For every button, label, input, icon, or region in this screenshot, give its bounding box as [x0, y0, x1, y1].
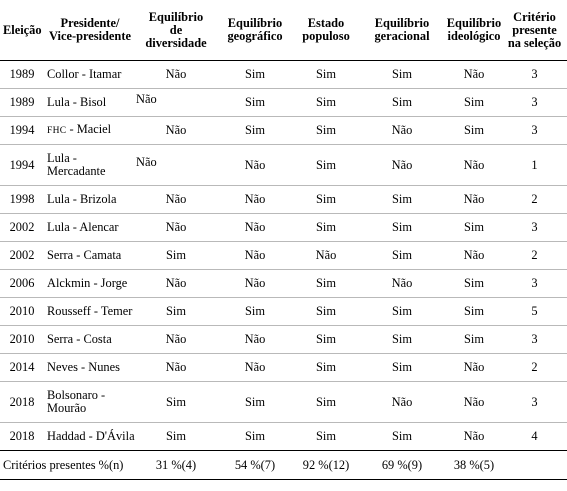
cell-criterio: 3 — [531, 67, 538, 81]
cell-diversidade: Não — [136, 92, 157, 106]
summary-criterio — [502, 451, 567, 480]
cell-geografico: Não — [244, 360, 266, 374]
cell-chapa: Serra - Camata — [47, 248, 122, 262]
cell-criterio: 3 — [531, 123, 538, 137]
summary-label: Critérios presentes %(n) — [0, 451, 136, 480]
cell-criterio: 5 — [531, 304, 538, 318]
cell-populoso: Sim — [316, 192, 336, 206]
cell-populoso: Sim — [316, 332, 336, 346]
cell-ideologico: Sim — [464, 332, 484, 346]
cell-ideologico: Não — [463, 67, 485, 81]
cell-ideologico: Não — [463, 429, 485, 443]
cell-criterio: 3 — [531, 95, 538, 109]
cell-geografico: Sim — [245, 394, 265, 409]
cell-populoso: Sim — [316, 123, 336, 137]
summary-diversidade: 31 %(4) — [136, 451, 216, 480]
summary-populoso: 92 %(12) — [294, 451, 358, 480]
cell-geografico: Sim — [245, 95, 265, 109]
cell-ano: 1998 — [9, 192, 35, 206]
cell-ano: 2002 — [9, 220, 35, 234]
cell-ideologico: Sim — [464, 95, 484, 109]
cell-diversidade: Não — [165, 332, 187, 346]
cell-chapa: Collor - Itamar — [47, 67, 122, 81]
header-criterio: Critério presente na seleção — [507, 9, 562, 50]
cell-chapa: FHC - Maciel — [47, 122, 112, 136]
cell-ano: 2010 — [9, 304, 35, 318]
cell-chapa: Haddad - D'Ávila — [47, 429, 135, 443]
cell-criterio: 2 — [531, 248, 538, 262]
cell-chapa: Lula - Mercadante — [47, 151, 106, 178]
cell-geografico: Não — [244, 332, 266, 346]
cell-ano: 2018 — [9, 429, 35, 443]
cell-geografico: Sim — [245, 123, 265, 137]
cell-geracional: Não — [391, 123, 413, 137]
cell-populoso: Sim — [316, 95, 336, 109]
cell-diversidade: Não — [165, 67, 187, 81]
cell-ideologico: Não — [463, 394, 485, 409]
cell-geracional: Sim — [392, 192, 412, 206]
cell-criterio: 3 — [531, 394, 538, 409]
summary-geografico: 54 %(7) — [216, 451, 294, 480]
cell-populoso: Sim — [316, 157, 336, 172]
cell-geografico: Não — [244, 220, 266, 234]
header-geracional: Equilíbrio geracional — [374, 16, 430, 43]
table-row — [0, 186, 567, 214]
cell-geracional: Sim — [392, 248, 412, 262]
header-ideologico: Equilíbrio ideológico — [446, 16, 502, 43]
cell-populoso: Sim — [316, 220, 336, 234]
cell-geografico: Sim — [245, 304, 265, 318]
cell-populoso: Sim — [316, 67, 336, 81]
cell-diversidade: Não — [165, 276, 187, 290]
table-row — [0, 61, 567, 89]
cell-diversidade: Não — [165, 220, 187, 234]
cell-diversidade: Sim — [166, 248, 186, 262]
cell-geografico: Não — [244, 157, 266, 172]
cell-criterio: 1 — [531, 157, 538, 172]
cell-populoso: Sim — [316, 394, 336, 409]
cell-geracional: Sim — [392, 67, 412, 81]
table-row — [0, 423, 567, 451]
cell-geografico: Não — [244, 248, 266, 262]
header-populoso: Estado populoso — [302, 16, 350, 43]
cell-criterio: 3 — [531, 332, 538, 346]
header-geografico: Equilíbrio geográfico — [227, 16, 283, 43]
cell-geracional: Sim — [392, 304, 412, 318]
cell-diversidade: Sim — [166, 394, 186, 409]
cell-ano: 1989 — [9, 67, 35, 81]
cell-diversidade: Não — [165, 192, 187, 206]
cell-geografico: Não — [244, 276, 266, 290]
cell-populoso: Sim — [316, 276, 336, 290]
summary-row — [0, 451, 567, 480]
cell-geracional: Sim — [392, 95, 412, 109]
cell-criterio: 2 — [531, 360, 538, 374]
table-row — [0, 117, 567, 145]
cell-populoso: Não — [315, 248, 337, 262]
cell-chapa: Lula - Bisol — [47, 95, 107, 109]
table-row — [0, 145, 567, 186]
header-row — [0, 0, 567, 61]
cell-ano: 1989 — [9, 95, 35, 109]
cell-ano: 2010 — [9, 332, 35, 346]
cell-populoso: Sim — [316, 429, 336, 443]
cell-diversidade: Sim — [166, 429, 186, 443]
cell-diversidade: Não — [165, 360, 187, 374]
cell-ideologico: Não — [463, 192, 485, 206]
cell-geracional: Sim — [392, 220, 412, 234]
table-row — [0, 242, 567, 270]
cell-geografico: Sim — [245, 67, 265, 81]
cell-ano: 2002 — [9, 248, 35, 262]
table-row — [0, 214, 567, 242]
header-diversidade: Equilíbrio de diversidade — [145, 9, 207, 50]
table-row — [0, 89, 567, 117]
cell-chapa: Lula - Alencar — [47, 220, 119, 234]
cell-ideologico: Não — [463, 248, 485, 262]
cell-chapa: Serra - Costa — [47, 332, 112, 346]
cell-geracional: Sim — [392, 429, 412, 443]
cell-ideologico: Não — [463, 360, 485, 374]
cell-ano: 1994 — [9, 157, 35, 172]
cell-chapa: Bolsonaro - Mourão — [47, 388, 106, 415]
cell-geracional: Não — [391, 276, 413, 290]
table-row — [0, 270, 567, 298]
table-row — [0, 298, 567, 326]
cell-geografico: Sim — [245, 429, 265, 443]
table-row — [0, 354, 567, 382]
cell-chapa: Lula - Brizola — [47, 192, 117, 206]
cell-geografico: Não — [244, 192, 266, 206]
cell-ano: 2014 — [9, 360, 35, 374]
cell-ano: 1994 — [9, 123, 35, 137]
cell-chapa: Neves - Nunes — [47, 360, 120, 374]
cell-geracional: Não — [391, 157, 413, 172]
summary-ideologico: 38 %(5) — [446, 451, 502, 480]
summary-geracional: 69 %(9) — [358, 451, 446, 480]
cell-diversidade: Não — [136, 154, 157, 169]
chapa-abbrev: FHC — [47, 126, 67, 136]
cell-chapa: Rousseff - Temer — [47, 304, 133, 318]
cell-criterio: 4 — [531, 429, 538, 443]
table-row — [0, 326, 567, 354]
cell-geracional: Não — [391, 394, 413, 409]
cell-criterio: 3 — [531, 220, 538, 234]
table-row — [0, 382, 567, 423]
cell-ideologico: Sim — [464, 276, 484, 290]
cell-diversidade: Não — [165, 123, 187, 137]
cell-populoso: Sim — [316, 304, 336, 318]
header-presidente: Presidente/ Vice-presidente — [49, 16, 131, 43]
cell-ideologico: Sim — [464, 123, 484, 137]
cell-populoso: Sim — [316, 360, 336, 374]
cell-ano: 2018 — [9, 394, 35, 409]
cell-ideologico: Sim — [464, 304, 484, 318]
cell-criterio: 3 — [531, 276, 538, 290]
header-eleicao: Eleição — [3, 22, 42, 37]
cell-criterio: 2 — [531, 192, 538, 206]
cell-ano: 2006 — [9, 276, 35, 290]
cell-geracional: Sim — [392, 332, 412, 346]
cell-geracional: Sim — [392, 360, 412, 374]
cell-chapa: Alckmin - Jorge — [47, 276, 128, 290]
cell-ideologico: Não — [463, 157, 485, 172]
cell-diversidade: Sim — [166, 304, 186, 318]
cell-ideologico: Sim — [464, 220, 484, 234]
